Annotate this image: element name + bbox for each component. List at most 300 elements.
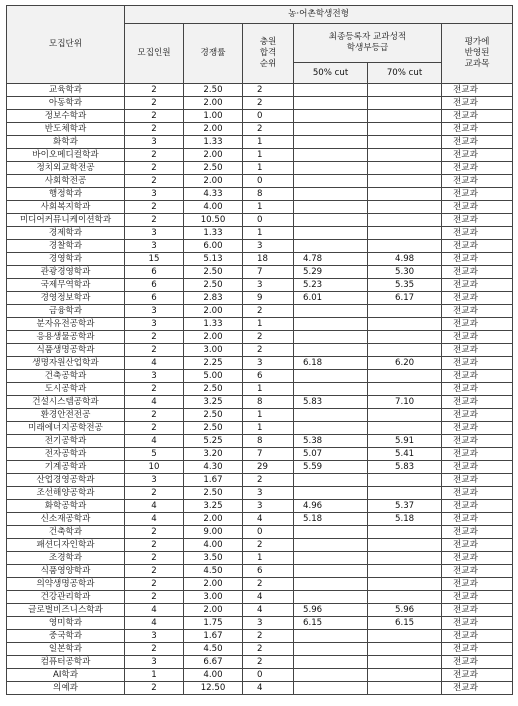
header-grade-group-line: 최종등록자 교과성적: [328, 32, 407, 42]
table-row: [7, 227, 513, 240]
header-rank: [243, 24, 294, 84]
cell-competition: 4.50: [184, 565, 243, 578]
admission-results-table: [6, 5, 513, 695]
cell-grade-50: [294, 188, 368, 201]
cell-grade-50: 5.29: [294, 266, 368, 279]
cell-subjects: 전교과: [442, 344, 513, 357]
cell-grade-70: 5.91: [368, 435, 442, 448]
cell-competition: 2.00: [184, 123, 243, 136]
cell-quota: 2: [125, 643, 184, 656]
cell-grade-50: [294, 630, 368, 643]
cell-rank: 2: [243, 578, 294, 591]
cell-rank: 2: [243, 84, 294, 97]
table-row: [7, 422, 513, 435]
cell-grade-70: [368, 383, 442, 396]
cell-grade-50: [294, 539, 368, 552]
cell-rank: 0: [243, 669, 294, 682]
cell-competition: 2.00: [184, 149, 243, 162]
cell-grade-70: [368, 214, 442, 227]
cell-grade-50: 4.78: [294, 253, 368, 266]
cell-grade-50: [294, 136, 368, 149]
cell-rank: 1: [243, 149, 294, 162]
cell-competition: 2.50: [184, 383, 243, 396]
cell-competition: 2.50: [184, 409, 243, 422]
cell-quota: 3: [125, 227, 184, 240]
cell-rank: 1: [243, 383, 294, 396]
cell-competition: 1.75: [184, 617, 243, 630]
cell-department: 정치외교학전공: [7, 162, 125, 175]
cell-competition: 2.00: [184, 604, 243, 617]
cell-quota: 2: [125, 344, 184, 357]
cell-grade-70: [368, 344, 442, 357]
cell-grade-50: 6.15: [294, 617, 368, 630]
cell-rank: 1: [243, 227, 294, 240]
table-row: [7, 682, 513, 695]
cell-grade-50: [294, 227, 368, 240]
cell-competition: 3.20: [184, 448, 243, 461]
cell-grade-50: [294, 175, 368, 188]
table-row: [7, 565, 513, 578]
cell-department: 경영학과: [7, 253, 125, 266]
cell-department: 도시공학과: [7, 383, 125, 396]
table-body: [7, 84, 513, 695]
cell-grade-50: [294, 123, 368, 136]
cell-subjects: 전교과: [442, 227, 513, 240]
cell-grade-70: 5.96: [368, 604, 442, 617]
table-header: [7, 6, 513, 84]
cell-quota: 3: [125, 370, 184, 383]
cell-grade-70: [368, 123, 442, 136]
cell-subjects: 전교과: [442, 448, 513, 461]
header-grade-70: 70% cut: [368, 63, 442, 84]
cell-competition: 2.50: [184, 162, 243, 175]
cell-subjects: 전교과: [442, 253, 513, 266]
cell-quota: 4: [125, 513, 184, 526]
cell-grade-50: 5.38: [294, 435, 368, 448]
cell-grade-70: [368, 643, 442, 656]
cell-quota: 2: [125, 110, 184, 123]
cell-competition: 1.33: [184, 136, 243, 149]
cell-subjects: 전교과: [442, 630, 513, 643]
header-grade-group-line: 학생부등급: [346, 43, 389, 53]
cell-grade-70: [368, 682, 442, 695]
cell-subjects: 전교과: [442, 305, 513, 318]
cell-quota: 4: [125, 500, 184, 513]
cell-quota: 2: [125, 383, 184, 396]
cell-quota: 3: [125, 630, 184, 643]
cell-grade-50: [294, 656, 368, 669]
cell-subjects: 전교과: [442, 370, 513, 383]
cell-rank: 2: [243, 643, 294, 656]
cell-competition: 1.67: [184, 630, 243, 643]
cell-department: 패션디자인학과: [7, 539, 125, 552]
cell-grade-50: [294, 669, 368, 682]
cell-quota: 6: [125, 266, 184, 279]
cell-competition: 4.00: [184, 201, 243, 214]
cell-grade-70: [368, 539, 442, 552]
cell-grade-70: [368, 305, 442, 318]
cell-quota: 2: [125, 97, 184, 110]
cell-competition: 9.00: [184, 526, 243, 539]
header-subjects-line: 반영된: [464, 48, 490, 58]
cell-grade-70: 5.83: [368, 461, 442, 474]
table-row: [7, 526, 513, 539]
cell-grade-50: [294, 344, 368, 357]
table-row: [7, 214, 513, 227]
cell-competition: 1.67: [184, 474, 243, 487]
cell-competition: 3.00: [184, 591, 243, 604]
cell-subjects: 전교과: [442, 266, 513, 279]
cell-rank: 0: [243, 110, 294, 123]
cell-competition: 5.13: [184, 253, 243, 266]
cell-grade-50: [294, 682, 368, 695]
cell-subjects: 전교과: [442, 526, 513, 539]
cell-competition: 4.30: [184, 461, 243, 474]
cell-subjects: 전교과: [442, 175, 513, 188]
table-row: [7, 604, 513, 617]
cell-competition: 2.50: [184, 84, 243, 97]
cell-rank: 8: [243, 435, 294, 448]
cell-department: 분자유전공학과: [7, 318, 125, 331]
cell-quota: 2: [125, 162, 184, 175]
cell-grade-70: [368, 552, 442, 565]
table-row: [7, 97, 513, 110]
cell-grade-70: 7.10: [368, 396, 442, 409]
cell-grade-50: 6.01: [294, 292, 368, 305]
cell-grade-70: [368, 110, 442, 123]
cell-department: 행정학과: [7, 188, 125, 201]
cell-grade-70: [368, 84, 442, 97]
cell-grade-50: [294, 305, 368, 318]
cell-competition: 2.00: [184, 305, 243, 318]
cell-grade-70: [368, 656, 442, 669]
cell-quota: 4: [125, 617, 184, 630]
cell-grade-50: 5.83: [294, 396, 368, 409]
cell-grade-50: [294, 370, 368, 383]
cell-rank: 8: [243, 396, 294, 409]
cell-competition: 2.00: [184, 97, 243, 110]
cell-competition: 4.33: [184, 188, 243, 201]
cell-subjects: 전교과: [442, 331, 513, 344]
cell-subjects: 전교과: [442, 318, 513, 331]
cell-grade-50: [294, 84, 368, 97]
cell-grade-70: 5.30: [368, 266, 442, 279]
cell-department: 경제학과: [7, 227, 125, 240]
cell-department: 건축학과: [7, 526, 125, 539]
cell-quota: 2: [125, 84, 184, 97]
cell-grade-70: 5.18: [368, 513, 442, 526]
cell-quota: 3: [125, 136, 184, 149]
cell-department: 글로벌비즈니스학과: [7, 604, 125, 617]
cell-quota: 2: [125, 214, 184, 227]
table-row: [7, 201, 513, 214]
cell-grade-70: [368, 565, 442, 578]
table-row: [7, 630, 513, 643]
cell-department: 중국학과: [7, 630, 125, 643]
cell-rank: 3: [243, 240, 294, 253]
cell-competition: 1.33: [184, 318, 243, 331]
table-row: [7, 162, 513, 175]
table-row: [7, 84, 513, 97]
cell-subjects: 전교과: [442, 162, 513, 175]
cell-quota: 3: [125, 305, 184, 318]
header-grade-50: 50% cut: [294, 63, 368, 84]
cell-competition: 6.67: [184, 656, 243, 669]
table-row: [7, 656, 513, 669]
cell-quota: 4: [125, 396, 184, 409]
cell-grade-70: [368, 578, 442, 591]
table-row: [7, 435, 513, 448]
cell-grade-50: [294, 409, 368, 422]
table-row: [7, 396, 513, 409]
cell-grade-70: [368, 97, 442, 110]
cell-grade-50: [294, 422, 368, 435]
cell-department: 식품생명공학과: [7, 344, 125, 357]
cell-rank: 2: [243, 630, 294, 643]
cell-subjects: 전교과: [442, 214, 513, 227]
cell-department: 전기공학과: [7, 435, 125, 448]
cell-rank: 2: [243, 97, 294, 110]
cell-quota: 6: [125, 292, 184, 305]
cell-quota: 2: [125, 539, 184, 552]
cell-rank: 2: [243, 539, 294, 552]
cell-grade-50: [294, 591, 368, 604]
cell-competition: 2.00: [184, 175, 243, 188]
cell-grade-50: 4.96: [294, 500, 368, 513]
cell-grade-50: 5.18: [294, 513, 368, 526]
cell-department: 아동학과: [7, 97, 125, 110]
cell-subjects: 전교과: [442, 110, 513, 123]
cell-quota: 3: [125, 240, 184, 253]
cell-quota: 2: [125, 578, 184, 591]
cell-grade-50: [294, 552, 368, 565]
cell-grade-50: [294, 201, 368, 214]
cell-competition: 10.50: [184, 214, 243, 227]
header-quota: 모집인원: [125, 24, 184, 84]
cell-grade-50: [294, 565, 368, 578]
cell-quota: 2: [125, 682, 184, 695]
cell-subjects: 전교과: [442, 396, 513, 409]
cell-quota: 2: [125, 175, 184, 188]
cell-grade-50: [294, 318, 368, 331]
table-row: [7, 136, 513, 149]
cell-rank: 1: [243, 162, 294, 175]
cell-rank: 7: [243, 448, 294, 461]
cell-subjects: 전교과: [442, 591, 513, 604]
cell-department: 관광경영학과: [7, 266, 125, 279]
cell-grade-70: [368, 630, 442, 643]
cell-quota: 2: [125, 487, 184, 500]
table-row: [7, 617, 513, 630]
table-row: [7, 344, 513, 357]
cell-competition: 2.50: [184, 422, 243, 435]
cell-subjects: 전교과: [442, 383, 513, 396]
table-row: [7, 331, 513, 344]
cell-grade-50: 5.96: [294, 604, 368, 617]
cell-subjects: 전교과: [442, 682, 513, 695]
header-subjects-line: 교과목: [464, 59, 490, 69]
cell-rank: 0: [243, 214, 294, 227]
cell-department: 바이오메디컬학과: [7, 149, 125, 162]
cell-subjects: 전교과: [442, 149, 513, 162]
cell-rank: 9: [243, 292, 294, 305]
cell-rank: 3: [243, 617, 294, 630]
cell-subjects: 전교과: [442, 552, 513, 565]
table-row: [7, 474, 513, 487]
cell-subjects: 전교과: [442, 188, 513, 201]
table-row: [7, 279, 513, 292]
table-row: [7, 383, 513, 396]
cell-grade-50: [294, 110, 368, 123]
cell-grade-70: 5.41: [368, 448, 442, 461]
cell-grade-50: [294, 162, 368, 175]
cell-grade-70: [368, 526, 442, 539]
cell-grade-50: [294, 240, 368, 253]
header-rank-line: 순위: [259, 59, 277, 69]
cell-competition: 3.25: [184, 396, 243, 409]
cell-department: 미디어커뮤니케이션학과: [7, 214, 125, 227]
cell-competition: 3.00: [184, 344, 243, 357]
cell-department: AI학과: [7, 669, 125, 682]
cell-rank: 18: [243, 253, 294, 266]
cell-competition: 2.50: [184, 487, 243, 500]
cell-competition: 3.50: [184, 552, 243, 565]
cell-rank: 4: [243, 682, 294, 695]
cell-grade-70: 6.15: [368, 617, 442, 630]
cell-quota: 2: [125, 123, 184, 136]
cell-quota: 2: [125, 149, 184, 162]
cell-department: 정보수학과: [7, 110, 125, 123]
header-subjects: [442, 24, 513, 84]
cell-rank: 4: [243, 513, 294, 526]
cell-grade-70: [368, 162, 442, 175]
cell-quota: 3: [125, 188, 184, 201]
cell-department: 의예과: [7, 682, 125, 695]
cell-department: 조선해양공학과: [7, 487, 125, 500]
table-row: [7, 669, 513, 682]
cell-grade-70: [368, 136, 442, 149]
cell-grade-70: [368, 188, 442, 201]
table-row: [7, 409, 513, 422]
cell-rank: 1: [243, 422, 294, 435]
cell-quota: 2: [125, 409, 184, 422]
cell-department: 사회복지학과: [7, 201, 125, 214]
cell-competition: 2.50: [184, 279, 243, 292]
cell-subjects: 전교과: [442, 461, 513, 474]
cell-department: 화학공학과: [7, 500, 125, 513]
cell-quota: 1: [125, 669, 184, 682]
cell-rank: 2: [243, 344, 294, 357]
cell-competition: 3.25: [184, 500, 243, 513]
cell-quota: 2: [125, 565, 184, 578]
cell-department: 환경안전전공: [7, 409, 125, 422]
cell-subjects: 전교과: [442, 240, 513, 253]
cell-rank: 1: [243, 318, 294, 331]
cell-department: 응용생물공학과: [7, 331, 125, 344]
table-row: [7, 175, 513, 188]
cell-subjects: 전교과: [442, 513, 513, 526]
table-row: [7, 448, 513, 461]
cell-grade-50: 5.07: [294, 448, 368, 461]
cell-rank: 8: [243, 188, 294, 201]
table-row: [7, 552, 513, 565]
cell-grade-70: [368, 175, 442, 188]
table-row: [7, 305, 513, 318]
cell-department: 조경학과: [7, 552, 125, 565]
header-subjects-line: 평가에: [464, 37, 490, 47]
header-rank-line: 합격: [259, 48, 277, 58]
cell-subjects: 전교과: [442, 539, 513, 552]
cell-rank: 2: [243, 474, 294, 487]
cell-quota: 4: [125, 604, 184, 617]
cell-grade-50: [294, 487, 368, 500]
cell-rank: 2: [243, 123, 294, 136]
table-row: [7, 500, 513, 513]
cell-rank: 6: [243, 565, 294, 578]
cell-department: 일본학과: [7, 643, 125, 656]
cell-department: 기계공학과: [7, 461, 125, 474]
cell-subjects: 전교과: [442, 123, 513, 136]
cell-grade-70: [368, 591, 442, 604]
cell-competition: 2.00: [184, 331, 243, 344]
cell-quota: 4: [125, 357, 184, 370]
cell-department: 컴퓨터공학과: [7, 656, 125, 669]
table-row: [7, 253, 513, 266]
table-row: [7, 292, 513, 305]
cell-rank: 2: [243, 331, 294, 344]
cell-rank: 3: [243, 500, 294, 513]
cell-department: 영미학과: [7, 617, 125, 630]
cell-quota: 2: [125, 201, 184, 214]
cell-subjects: 전교과: [442, 201, 513, 214]
cell-department: 금융학과: [7, 305, 125, 318]
cell-competition: 6.00: [184, 240, 243, 253]
cell-grade-70: 5.37: [368, 500, 442, 513]
cell-department: 건설시스템공학과: [7, 396, 125, 409]
cell-rank: 2: [243, 656, 294, 669]
cell-grade-50: [294, 474, 368, 487]
cell-rank: 3: [243, 357, 294, 370]
cell-competition: 2.50: [184, 266, 243, 279]
cell-subjects: 전교과: [442, 279, 513, 292]
cell-competition: 2.83: [184, 292, 243, 305]
cell-grade-50: [294, 383, 368, 396]
cell-grade-50: [294, 526, 368, 539]
cell-subjects: 전교과: [442, 656, 513, 669]
cell-department: 교육학과: [7, 84, 125, 97]
cell-competition: 1.33: [184, 227, 243, 240]
table-row: [7, 370, 513, 383]
cell-subjects: 전교과: [442, 578, 513, 591]
cell-competition: 1.00: [184, 110, 243, 123]
cell-grade-70: [368, 370, 442, 383]
cell-grade-70: [368, 227, 442, 240]
table-row: [7, 188, 513, 201]
cell-department: 국제무역학과: [7, 279, 125, 292]
cell-quota: 15: [125, 253, 184, 266]
table-row: [7, 110, 513, 123]
cell-grade-50: 5.59: [294, 461, 368, 474]
cell-rank: 2: [243, 305, 294, 318]
cell-grade-70: [368, 331, 442, 344]
cell-subjects: 전교과: [442, 500, 513, 513]
cell-rank: 29: [243, 461, 294, 474]
cell-department: 사회학전공: [7, 175, 125, 188]
table-row: [7, 123, 513, 136]
cell-quota: 2: [125, 552, 184, 565]
cell-rank: 1: [243, 201, 294, 214]
cell-subjects: 전교과: [442, 357, 513, 370]
